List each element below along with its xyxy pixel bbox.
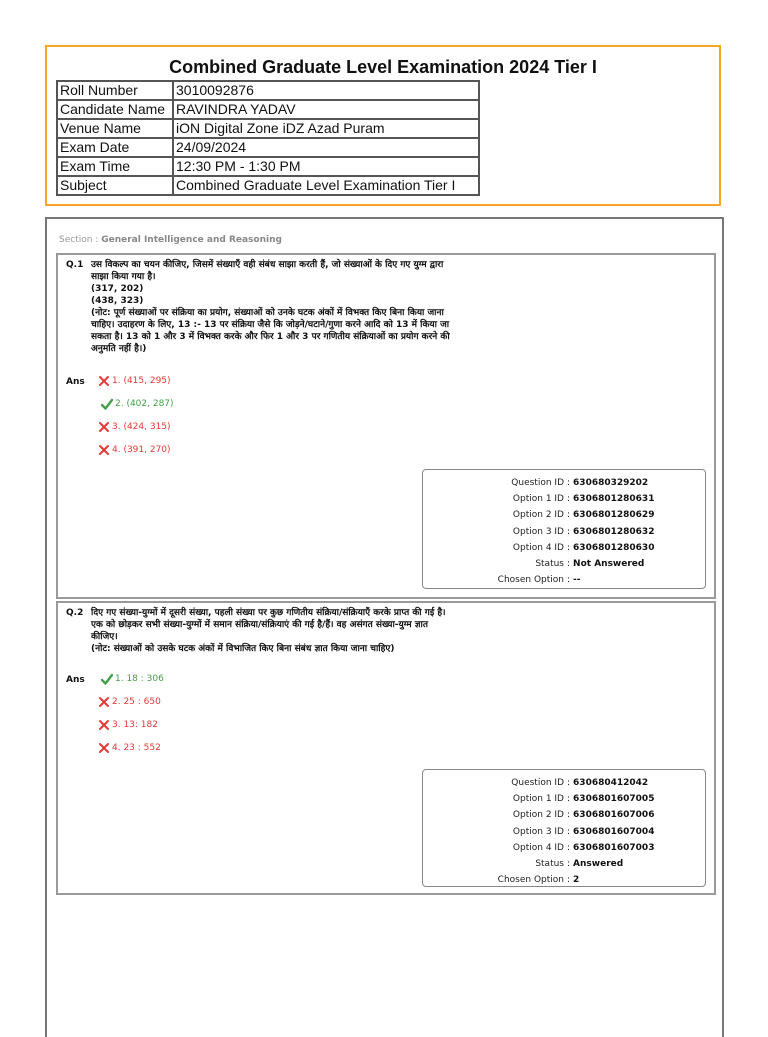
- section-heading: [59, 235, 282, 245]
- ans-label: Ans: [66, 675, 85, 685]
- info-label: Exam Time: [57, 157, 173, 176]
- meta-label: Chosen Option: [497, 575, 564, 586]
- status-value: Not Answered: [573, 558, 645, 569]
- question-card: [56, 253, 716, 599]
- answer-option: [98, 719, 158, 731]
- question-number: Q.1: [66, 260, 84, 270]
- option-id-value: 6306801607006: [573, 810, 655, 821]
- question-line: दिए गए संख्या-युग्मों में दूसरी संख्या, पहली संख्या पर कुछ गणितीय संक्रिया/संक्रियाएँ करके प्राप्त की गई है।: [91, 608, 446, 618]
- meta-label: Option 4 ID: [512, 842, 564, 853]
- option-label: 3. 13: 182: [112, 720, 158, 730]
- question-meta-box: [422, 769, 706, 887]
- info-row: [57, 119, 479, 138]
- info-label: Subject: [57, 176, 173, 195]
- cross-icon: [98, 719, 110, 731]
- meta-label: Option 3 ID: [512, 526, 564, 537]
- answer-option: [101, 398, 174, 410]
- question-line: एक को छोड़कर सभी संख्या-युग्मों में समान संक्रिया/संक्रियाएं की गई है/हैं। वह असंगत संख्या-युग्म ज्ञात: [91, 620, 429, 630]
- question-line: साझा किया गया है।: [91, 272, 156, 282]
- meta-row: Option 3 ID : 6306801607004: [423, 824, 705, 840]
- option-label: 1. 18 : 306: [115, 674, 164, 684]
- question-card: [56, 601, 716, 895]
- meta-row: Option 4 ID : 6306801280630: [423, 540, 705, 556]
- info-value: 12:30 PM - 1:30 PM: [173, 157, 479, 176]
- ans-label: Ans: [66, 377, 85, 387]
- meta-label: Option 2 ID: [512, 510, 564, 521]
- meta-row: Option 3 ID : 6306801280632: [423, 524, 705, 540]
- info-value: Combined Graduate Level Examination Tier I: [173, 176, 479, 195]
- status-value: Answered: [573, 858, 624, 869]
- question-line: (317, 202): [91, 284, 144, 294]
- answer-option: [101, 673, 164, 685]
- question-text: [91, 607, 561, 655]
- meta-label: Option 2 ID: [512, 810, 564, 821]
- meta-row: Chosen Option : 2: [423, 872, 705, 888]
- meta-label: Option 1 ID: [512, 494, 564, 505]
- section-name: General Intelligence and Reasoning: [101, 235, 282, 245]
- chosen-option-value: --: [573, 575, 581, 586]
- info-value: 3010092876: [173, 81, 479, 100]
- option-id-value: 6306801607005: [573, 794, 655, 805]
- meta-row: Option 4 ID : 6306801607003: [423, 840, 705, 856]
- cross-icon: [98, 742, 110, 754]
- meta-row: Option 2 ID : 6306801607006: [423, 807, 705, 823]
- meta-label: Option 1 ID: [512, 794, 564, 805]
- info-row: [57, 176, 479, 195]
- question-text: [91, 259, 541, 355]
- answer-option: [98, 696, 161, 708]
- option-label: 2. (402, 287): [115, 399, 174, 409]
- meta-row: Option 1 ID : 6306801607005: [423, 791, 705, 807]
- option-label: 2. 25 : 650: [112, 697, 161, 707]
- meta-label: Option 4 ID: [512, 542, 564, 553]
- option-id-value: 6306801280632: [573, 526, 655, 537]
- checkmark-icon: [101, 398, 113, 410]
- question-number: Q.2: [66, 608, 84, 618]
- chosen-option-value: 2: [573, 875, 580, 886]
- info-label: Candidate Name: [57, 100, 173, 119]
- candidate-info-table: [56, 80, 480, 196]
- answer-option: [98, 421, 171, 433]
- info-label: Venue Name: [57, 119, 173, 138]
- meta-row: Question ID : 630680329202: [423, 475, 705, 491]
- info-value: iON Digital Zone iDZ Azad Puram: [173, 119, 479, 138]
- question-line: (नोट: पूर्ण संख्याओं पर संक्रिया का प्रयोग, संख्याओं को उनके घटक अंकों में विभक्त किए बिना किया जाना: [91, 308, 444, 318]
- option-label: 4. 23 : 552: [112, 743, 161, 753]
- option-label: 1. (415, 295): [112, 376, 171, 386]
- checkmark-icon: [101, 673, 113, 685]
- exam-header: [45, 45, 721, 206]
- meta-label: Status: [535, 858, 564, 869]
- option-id-value: 6306801280630: [573, 542, 655, 553]
- option-id-value: 6306801607004: [573, 826, 655, 837]
- cross-icon: [98, 421, 110, 433]
- meta-row: Option 2 ID : 6306801280629: [423, 507, 705, 523]
- question-line: कीजिए।: [91, 632, 118, 642]
- info-label: Exam Date: [57, 138, 173, 157]
- meta-row: Option 1 ID : 6306801280631: [423, 491, 705, 507]
- response-sheet: [45, 217, 724, 1037]
- meta-label: Chosen Option: [497, 875, 564, 886]
- meta-row: Chosen Option : --: [423, 572, 705, 588]
- meta-row: Status : Answered: [423, 856, 705, 872]
- meta-label: Question ID: [511, 778, 564, 788]
- info-row: [57, 157, 479, 176]
- meta-label: Question ID: [511, 478, 564, 488]
- option-label: 3. (424, 315): [112, 422, 171, 432]
- question-line: अनुमति नहीं है।): [91, 344, 147, 354]
- cross-icon: [98, 444, 110, 456]
- info-label: Roll Number: [57, 81, 173, 100]
- exam-title: Combined Graduate Level Examination 2024 Tier I: [169, 57, 597, 77]
- info-row: [57, 100, 479, 119]
- info-value: 24/09/2024: [173, 138, 479, 157]
- meta-label: Option 3 ID: [512, 826, 564, 837]
- meta-row: Question ID : 630680412042: [423, 775, 705, 791]
- info-row: [57, 81, 479, 100]
- option-id-value: 6306801280629: [573, 510, 655, 521]
- cross-icon: [98, 696, 110, 708]
- question-line: (438, 323): [91, 296, 144, 306]
- question-line: उस विकल्प का चयन कीजिए, जिसमें संख्याएँ वही संबंध साझा करती हैं, जो संख्याओं के दिए गए युग्म द्वारा: [91, 260, 444, 270]
- meta-row: Status : Not Answered: [423, 556, 705, 572]
- answer-option: [98, 375, 171, 387]
- question-line: चाहिए। उदाहरण के लिए, 13 :- 13 पर संक्रिया जैसे कि जोड़ने/घटाने/गुणा करने आदि को 13 में किया जा: [91, 320, 450, 330]
- option-id-value: 6306801280631: [573, 494, 655, 505]
- question-id-value: 630680329202: [573, 478, 649, 488]
- question-line: सकता है। 13 को 1 और 3 में विभक्त करके और फिर 1 और 3 पर गणितीय संक्रियाओं का प्रयोग करने की: [91, 332, 450, 342]
- cross-icon: [98, 375, 110, 387]
- info-row: [57, 138, 479, 157]
- option-id-value: 6306801607003: [573, 842, 655, 853]
- answer-option: [98, 742, 161, 754]
- answer-option: [98, 444, 171, 456]
- info-value: RAVINDRA YADAV: [173, 100, 479, 119]
- question-id-value: 630680412042: [573, 778, 649, 788]
- meta-label: Status: [535, 558, 564, 569]
- option-label: 4. (391, 270): [112, 445, 171, 455]
- section-prefix: Section :: [59, 235, 99, 245]
- question-line: (नोट: संख्याओं को उसके घटक अंकों में विभाजित किए बिना संबंध ज्ञात किया जाना चाहिए): [91, 644, 395, 654]
- question-meta-box: [422, 469, 706, 589]
